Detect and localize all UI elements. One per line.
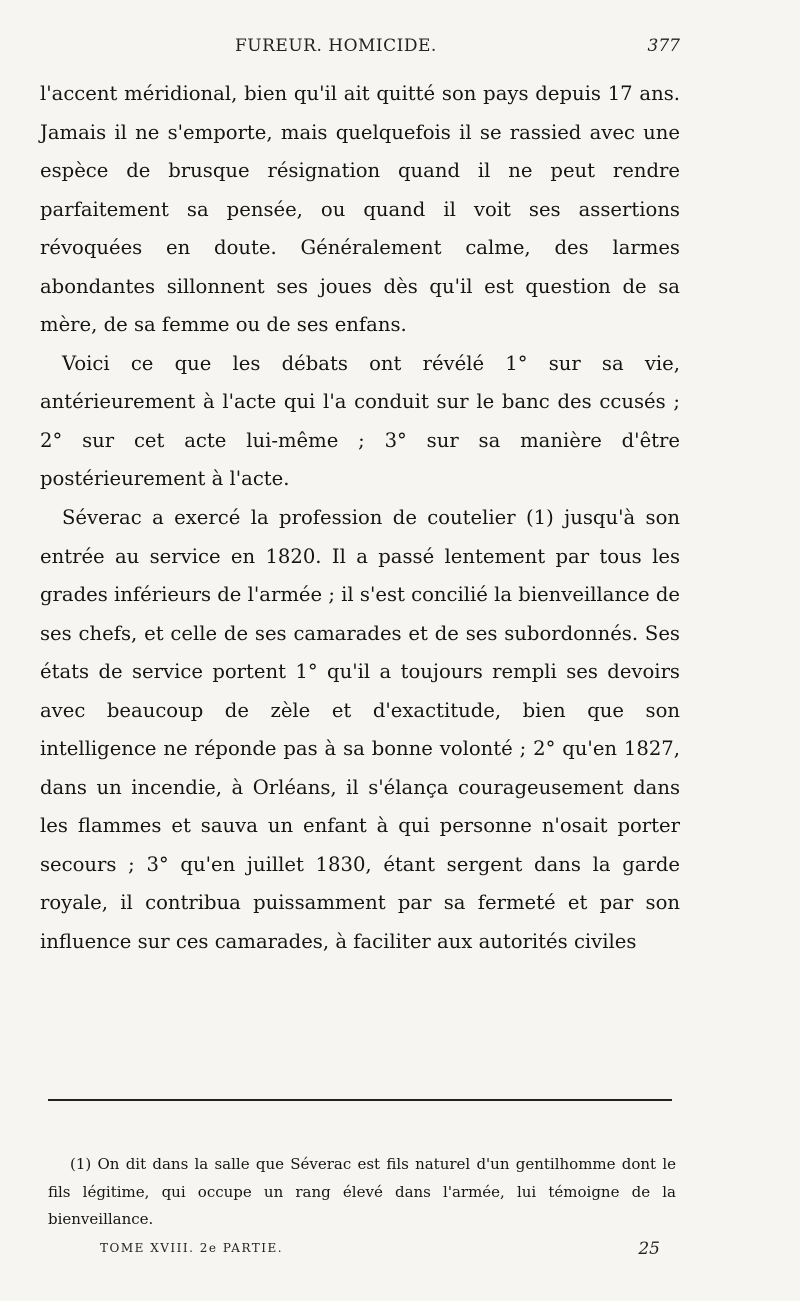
footnote xyxy=(48,1151,676,1234)
footnote-text: (1) On dit dans la salle que Séverac est fils naturel d'un gentilhomme dont le fils légitime, qui occupe un rang élevé dans l'armée, lui témoigne de la bienveillance. xyxy=(48,1155,676,1228)
signature-text: TOME XVIII. 2e PARTIE. xyxy=(100,1241,284,1255)
signature-number: 25 xyxy=(638,1239,660,1259)
paragraph-1: l'accent méridional, bien qu'il ait quitté son pays depuis 17 ans. Jamais il ne s'emporte, mais quelquefois il se rassied avec une espèce de brusque résignation quand il ne peut rendre parfaitement sa pensée, ou quand il voit ses assertions révoquées en doute. Généralement calme, des larmes abondantes sillonnent ses joues dès qu'il est question de sa mère, de sa femme ou de ses enfans. xyxy=(40,82,680,337)
footnote-rule xyxy=(48,1099,672,1101)
body-text xyxy=(40,75,680,962)
paragraph-2: Voici ce que les débats ont révélé 1° sur sa vie, antérieurement à l'acte qui l'a conduit sur le banc des ccusés ; 2° sur cet acte lui-même ; 3° sur sa manière d'être postérieurement à l'acte. xyxy=(40,351,680,491)
paragraph-3: Séverac a exercé la profession de coutelier (1) jusqu'à son entrée au service en 1820. Il a passé lentement par tous les grades inférieurs de l'armée ; il s'est concilié la bienveillance de ses chefs, et celle de ses camarades et de ses subordonnés. Ses états de service portent 1° qu'il a toujours rempli ses devoirs avec beaucoup de zèle et d'exactitude, bien que son intelligence ne réponde pas à sa bonne volonté ; 2° qu'en 1827, dans un incendie, à Orléans, il s'élança courageusement dans les flammes et sauva un enfant à qui personne n'osait porter secours ; 3° qu'en juillet 1830, étant sergent dans la garde royale, il contribua puissamment par sa fermeté et par son influence sur ces camarades, à faciliter aux autorités civiles xyxy=(40,506,680,954)
page-number: 377 xyxy=(647,36,680,56)
running-head xyxy=(40,36,680,66)
running-title: FUREUR. HOMICIDE. xyxy=(235,36,437,56)
signature-line xyxy=(100,1241,660,1265)
